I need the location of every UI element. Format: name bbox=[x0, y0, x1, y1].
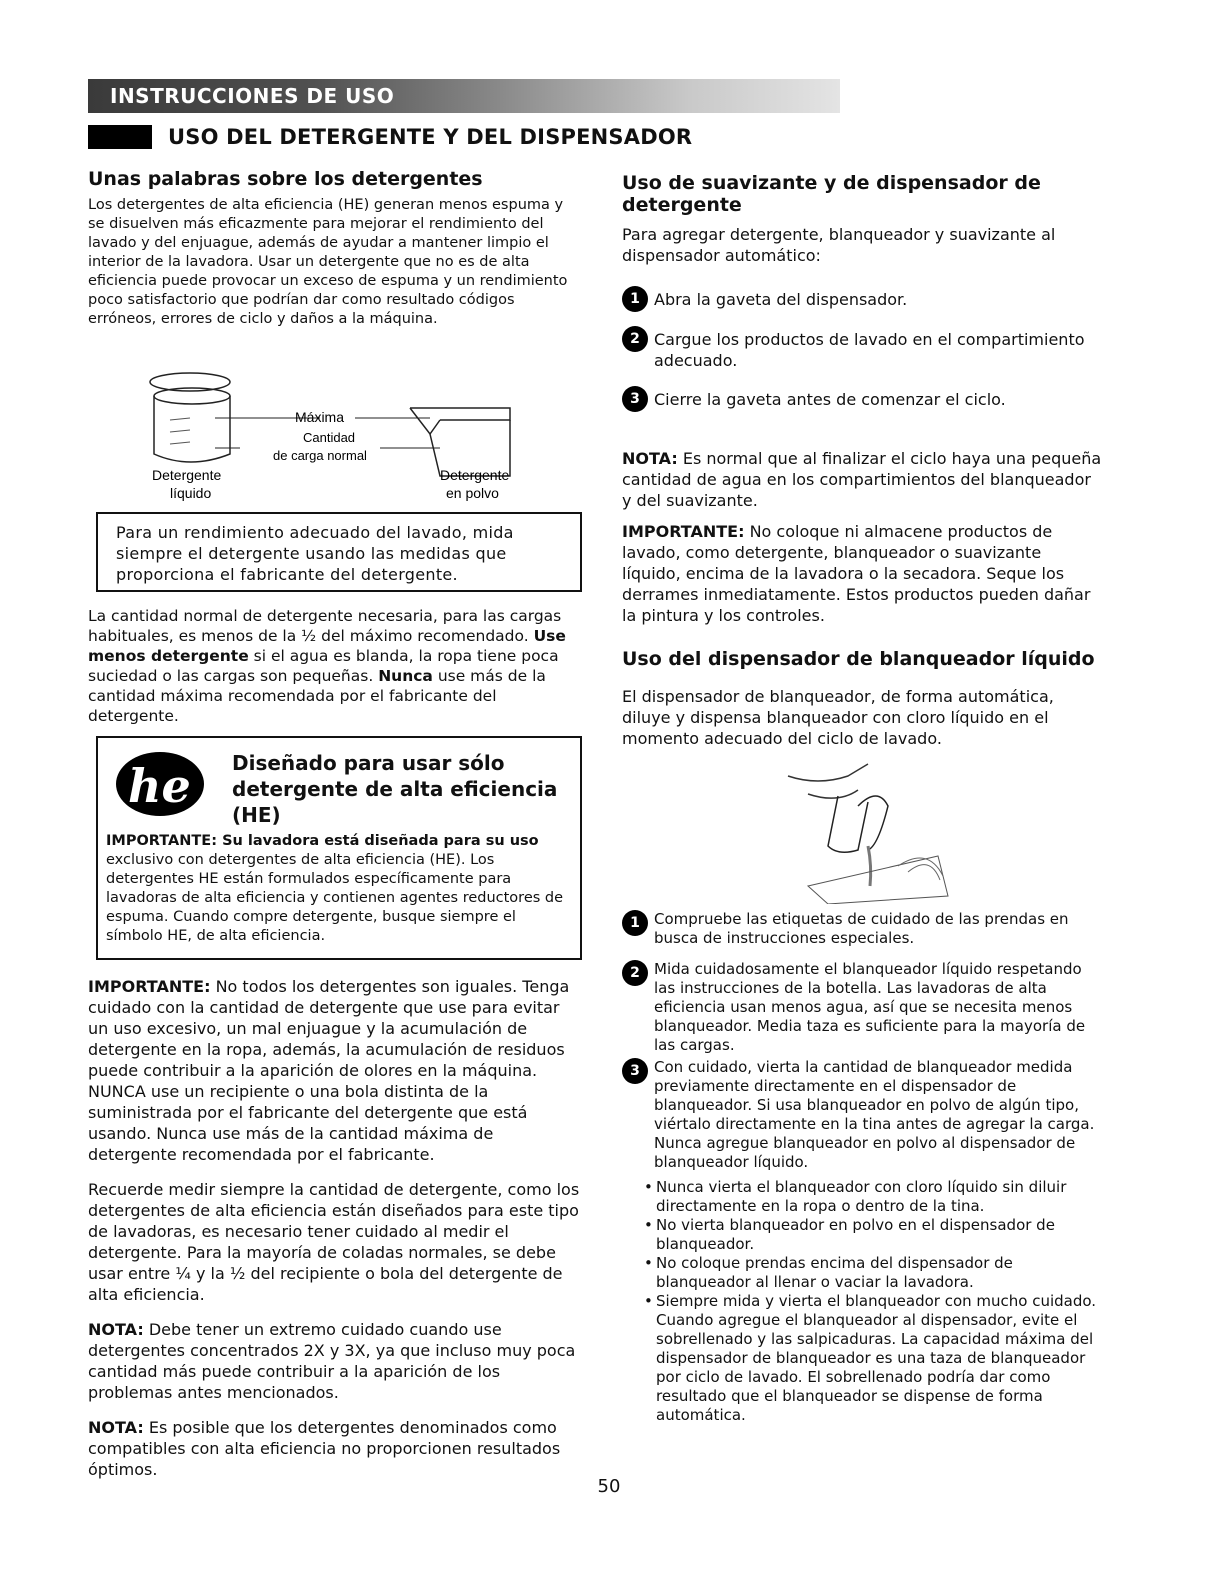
para2-part-a: La cantidad normal de detergente necesaria, para las cargas habituales, es menos de la ½ del máximo recomendado. bbox=[88, 607, 562, 645]
bleach-step-2-number: 2 bbox=[622, 960, 648, 986]
bleach-step-3-text: Con cuidado, vierta la cantidad de blanqueador medida previamente directamente en el dispensador de blanqueador. Si usa blanqueador en polvo de algún tipo, viértalo directamente en la tina antes de agregar la carga. Nunca agregue blanqueador en polvo al dispensador de blanqueador líquido. bbox=[654, 1058, 1095, 1171]
note2-text: Es posible que los detergentes denominados como compatibles con alta eficiencia no proporcionen resultados óptimos. bbox=[88, 1418, 561, 1479]
bleach-bullet: • No vierta blanqueador en polvo en el dispensador de blanqueador. bbox=[644, 1216, 1102, 1254]
bleach-step-2-text: Mida cuidadosamente el blanqueador líquido respetando las instrucciones de la botella. Las lavadoras de alta eficiencia usan menos agua, así que se necesita menos blanqueador. Media taza es suficiente para la mayoría de las cargas. bbox=[654, 960, 1086, 1054]
note1-text: Debe tener un extremo cuidado cuando use detergentes concentrados 2X y 3X, ya que incluso muy poca cantidad más puede contribuir a la aparición de los problemas antes mencionados. bbox=[88, 1320, 576, 1402]
he-title bbox=[232, 750, 580, 828]
he-title-line-2: detergente de alta eficiencia (HE) bbox=[232, 777, 558, 827]
right-note-label: NOTA: bbox=[622, 449, 678, 468]
liquid-label-2: líquido bbox=[170, 485, 212, 501]
normal-amount-paragraph bbox=[88, 606, 578, 726]
right-note-text: Es normal que al finalizar el ciclo haya una pequeña cantidad de agua en los compartimientos del blanqueador y del suavizante. bbox=[622, 449, 1102, 510]
bleach-heading: Uso del dispensador de blanqueador líquido bbox=[622, 648, 1095, 670]
measure-note-text: Para un rendimiento adecuado del lavado, mida siempre el detergente usando las medidas que proporciona el fabricante del detergente. bbox=[116, 523, 514, 584]
note2-label: NOTA: bbox=[88, 1418, 144, 1437]
remember-paragraph: Recuerde medir siempre la cantidad de detergente, como los detergentes de alta eficiencia están diseñados para este tipo de lavadoras, es necesario tener cuidado al medir el detergente. Para la mayoría de coladas normales, se debe usar entre ¼ y la ½ del recipiente o bola del detergente de alta eficiencia. bbox=[88, 1180, 580, 1304]
powder-label-1: Detergente bbox=[440, 467, 510, 483]
liquid-label-1: Detergente bbox=[152, 467, 222, 483]
he-body: exclusivo con detergentes de alta eficiencia (HE). Los detergentes HE están formulados específicamente para lavadoras de alta eficiencia y contienen agentes reductores de espuma. Cuando compre detergente, busque siempre el símbolo HE, de alta eficiencia. bbox=[106, 852, 564, 944]
para2-part-c: si el agua es blanda, la ropa tiene poca suciedad o las cargas son pequeñas. bbox=[88, 647, 559, 685]
page-number: 50 bbox=[597, 1476, 621, 1497]
right-heading: Uso de suavizante y de dispensador de detergente bbox=[622, 172, 1041, 216]
he-important bbox=[106, 832, 572, 946]
bleach-bullets bbox=[644, 1178, 1102, 1425]
bleach-step-2 bbox=[622, 960, 1102, 1055]
step-1-text: Abra la gaveta del dispensador. bbox=[654, 290, 908, 309]
heading-bar bbox=[88, 125, 152, 149]
bleach-pouring-illustration bbox=[768, 746, 958, 904]
normal-label-2: de carga normal bbox=[273, 448, 367, 463]
section-title: USO DEL DETERGENTE Y DEL DISPENSADOR bbox=[168, 125, 693, 149]
left-heading: Unas palabras sobre los detergentes bbox=[88, 168, 483, 190]
normal-label-1: Cantidad bbox=[303, 430, 356, 445]
para2-bold-never: Nunca bbox=[378, 667, 433, 685]
left-intro: Los detergentes de alta eficiencia (HE) generan menos espuma y se disuelven más eficazmente para mejorar el rendimiento del lavado y del enjuague, además de ayudar a mantener limpio el interior de la lavadora. Usar un detergente que no es de alta eficiencia puede provocar un exceso de espuma y un rendimiento poco satisfactorio que podrían dar como resultado códigos erróneos, errores de ciclo y daños a la máquina. bbox=[88, 197, 568, 327]
step-3-text: Cierre la gaveta antes de comenzar el ciclo. bbox=[654, 390, 1006, 409]
he-title-line-1: Diseñado para usar sólo bbox=[232, 751, 505, 775]
measure-note-box bbox=[96, 512, 582, 592]
left-lower-text bbox=[88, 976, 582, 1480]
right-intro: Para agregar detergente, blanqueador y suavizante al dispensador automático: bbox=[622, 225, 1056, 265]
para2-part-e: use más de la cantidad máxima recomendada por el fabricante del detergente. bbox=[88, 667, 546, 725]
section-heading bbox=[88, 122, 692, 152]
step-1-number: 1 bbox=[622, 286, 648, 312]
bleach-step-3-number: 3 bbox=[622, 1058, 648, 1084]
step-2-number: 2 bbox=[622, 326, 648, 352]
powder-scoop-illustration bbox=[355, 408, 510, 476]
powder-label-2: en polvo bbox=[446, 485, 499, 501]
step-3-number: 3 bbox=[622, 386, 648, 412]
bleach-step-1-number: 1 bbox=[622, 910, 648, 936]
max-label: Máxima bbox=[295, 409, 345, 425]
right-important-text: No coloque ni almacene productos de lavado, como detergente, blanqueador o suavizante líquido, encima de la lavadora o la secadora. Seque los derrames inmediatamente. Estos productos pueden dañar la pintura y los controles. bbox=[622, 522, 1091, 625]
dispenser-step-1 bbox=[622, 286, 1102, 312]
bleach-step-1-text: Compruebe las etiquetas de cuidado de las prendas en busca de instrucciones especiales. bbox=[654, 910, 1069, 947]
left-column bbox=[88, 168, 578, 329]
bleach-bullet: • No coloque prendas encima del dispensador de blanqueador al llenar o vaciar la lavadora. bbox=[644, 1254, 1102, 1292]
banner: INSTRUCCIONES DE USO bbox=[88, 79, 840, 113]
step-2-text: Cargue los productos de lavado en el compartimiento adecuado. bbox=[654, 330, 1085, 370]
he-box bbox=[96, 736, 582, 960]
dispenser-step-2 bbox=[622, 326, 1102, 371]
he-important-label: IMPORTANTE: bbox=[106, 833, 218, 849]
svg-text:he: he bbox=[128, 759, 191, 813]
bleach-step-3 bbox=[622, 1058, 1102, 1172]
he-logo-icon bbox=[112, 748, 212, 818]
detergent-diagram bbox=[140, 372, 560, 512]
bleach-bullet: • Nunca vierta el blanqueador con cloro líquido sin diluir directamente en la ropa o dentro de la tina. bbox=[644, 1178, 1102, 1216]
right-notes bbox=[622, 448, 1102, 749]
important-text: No todos los detergentes son iguales. Tenga cuidado con la cantidad de detergente que use para evitar un uso excesivo, un mal enjuague y la acumulación de detergente en la ropa, además, la acumulación de residuos puede contribuir a la aparición de olores en la máquina. NUNCA use un recipiente o una bola distinta de la suministrada por el fabricante del detergente que está usando. Nunca use más de la cantidad máxima de detergente recomendada por el fabricante. bbox=[88, 977, 570, 1164]
note1-label: NOTA: bbox=[88, 1320, 144, 1339]
dispenser-step-3 bbox=[622, 386, 1102, 412]
bleach-step-1 bbox=[622, 910, 1102, 948]
right-important-label: IMPORTANTE: bbox=[622, 522, 745, 541]
bleach-intro: El dispensador de blanqueador, de forma automática, diluye y dispensa blanqueador con cloro líquido en el momento adecuado del ciclo de lavado. bbox=[622, 687, 1054, 748]
important-label: IMPORTANTE: bbox=[88, 977, 211, 996]
right-column bbox=[622, 172, 1102, 266]
he-important-bold: Su lavadora está diseñada para su uso bbox=[217, 833, 539, 849]
bleach-bullet: • Siempre mida y vierta el blanqueador con mucho cuidado. Cuando agregue el blanqueador al dispensador, evite el sobrellenado y las salpicaduras. La capacidad máxima del dispensador de blanqueador es una taza de blanqueador por ciclo de lavado. El sobrellenado podría dar como resultado que el blanqueador se dispense de forma automática. bbox=[644, 1292, 1102, 1425]
para2-bold-use-less: Use menos detergente bbox=[88, 627, 566, 665]
